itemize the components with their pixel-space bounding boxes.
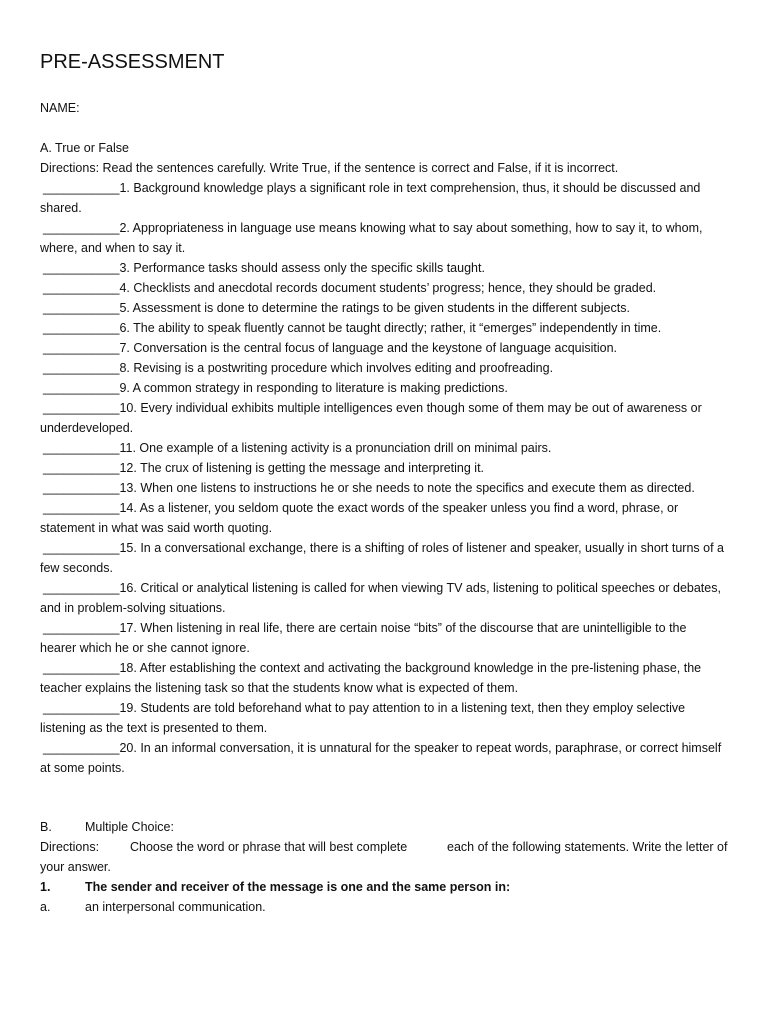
- tf-line-27: ___________19. Students are told beforehand what to pay attention to in a listening text, then they employ selective: [43, 701, 686, 715]
- tf-line-12: ___________10. Every individual exhibits multiple intelligences even though some of them may be out of awareness or: [43, 401, 702, 415]
- tf-line-16: ___________13. When one listens to instructions he or she needs to note the specifics and execute them as directed.: [43, 481, 695, 495]
- tf-line-10: ___________8. Revising is a postwriting procedure which involves editing and proofreading.: [43, 361, 554, 375]
- section-b-directions-label: Directions:: [40, 840, 100, 854]
- section-b-directions-cont: your answer.: [40, 860, 111, 874]
- tf-line-7: ___________5. Assessment is done to determine the ratings to be given students in the different subjects.: [43, 301, 630, 315]
- tf-line-23: ___________17. When listening in real life, there are certain noise “bits” of the discourse that are unintelligible to the: [43, 621, 687, 635]
- tf-line-6: ___________4. Checklists and anecdotal records document students’ progress; hence, they should be graded.: [43, 281, 657, 295]
- tf-line-28: listening as the text is presented to them.: [40, 721, 268, 735]
- tf-line-5: ___________3. Performance tasks should assess only the specific skills taught.: [43, 261, 485, 275]
- section-b-directions-part2: each of the following statements. Write the letter of: [447, 840, 728, 854]
- tf-line-15: ___________12. The crux of listening is getting the message and interpreting it.: [43, 461, 485, 475]
- tf-line-9: ___________7. Conversation is the central focus of language and the keystone of language acquisition.: [43, 341, 618, 355]
- tf-line-3: ___________2. Appropriateness in language use means knowing what to say about something, how to say it, to whom,: [43, 221, 703, 235]
- tf-line-25: ___________18. After establishing the context and activating the background knowledge in the pre-listening phase, the: [43, 661, 702, 675]
- name-label: NAME:: [40, 101, 80, 115]
- tf-line-13: underdeveloped.: [40, 421, 134, 435]
- tf-line-22: and in problem-solving situations.: [40, 601, 226, 615]
- tf-line-14: ___________11. One example of a listening activity is a pronunciation drill on minimal pairs.: [43, 441, 552, 455]
- tf-line-30: at some points.: [40, 761, 125, 775]
- tf-line-26: teacher explains the listening task so that the students know what is expected of them.: [40, 681, 519, 695]
- section-b-heading: Multiple Choice:: [85, 820, 174, 834]
- question-1-number: 1.: [40, 880, 51, 894]
- tf-line-18: statement in what was said worth quoting.: [40, 521, 273, 535]
- tf-line-4: where, and when to say it.: [40, 241, 186, 255]
- page-title: PRE-ASSESSMENT: [40, 51, 225, 73]
- question-1-option-a-letter: a.: [40, 900, 51, 914]
- tf-line-29: ___________20. In an informal conversation, it is unnatural for the speaker to repeat words, paraphrase, or correct himself: [43, 741, 722, 755]
- tf-line-11: ___________9. A common strategy in responding to literature is making predictions.: [43, 381, 508, 395]
- tf-line-17: ___________14. As a listener, you seldom quote the exact words of the speaker unless you find a word, phrase, or: [43, 501, 679, 515]
- tf-line-20: few seconds.: [40, 561, 113, 575]
- section-a-directions: Directions: Read the sentences carefully. Write True, if the sentence is correct and False, if it is incorrect.: [40, 161, 619, 175]
- tf-line-21: ___________16. Critical or analytical listening is called for when viewing TV ads, listening to political speeches or debates,: [43, 581, 721, 595]
- tf-line-2: shared.: [40, 201, 82, 215]
- question-1-option-a-text: an interpersonal communication.: [85, 900, 266, 914]
- section-b-letter: B.: [40, 820, 52, 834]
- tf-line-19: ___________15. In a conversational exchange, there is a shifting of roles of listener and speaker, usually in short turns of a: [43, 541, 724, 555]
- tf-line-8: ___________6. The ability to speak fluently cannot be taught directly; rather, it “emerges” independently in time.: [43, 321, 662, 335]
- section-b-directions-part1: Choose the word or phrase that will best complete: [130, 840, 408, 854]
- section-a-heading: A. True or False: [40, 141, 129, 155]
- tf-line-24: hearer which he or she cannot ignore.: [40, 641, 250, 655]
- tf-line-1: ___________1. Background knowledge plays a significant role in text comprehension, thus, it should be discussed and: [43, 181, 701, 195]
- question-1-text: The sender and receiver of the message is one and the same person in:: [85, 880, 511, 894]
